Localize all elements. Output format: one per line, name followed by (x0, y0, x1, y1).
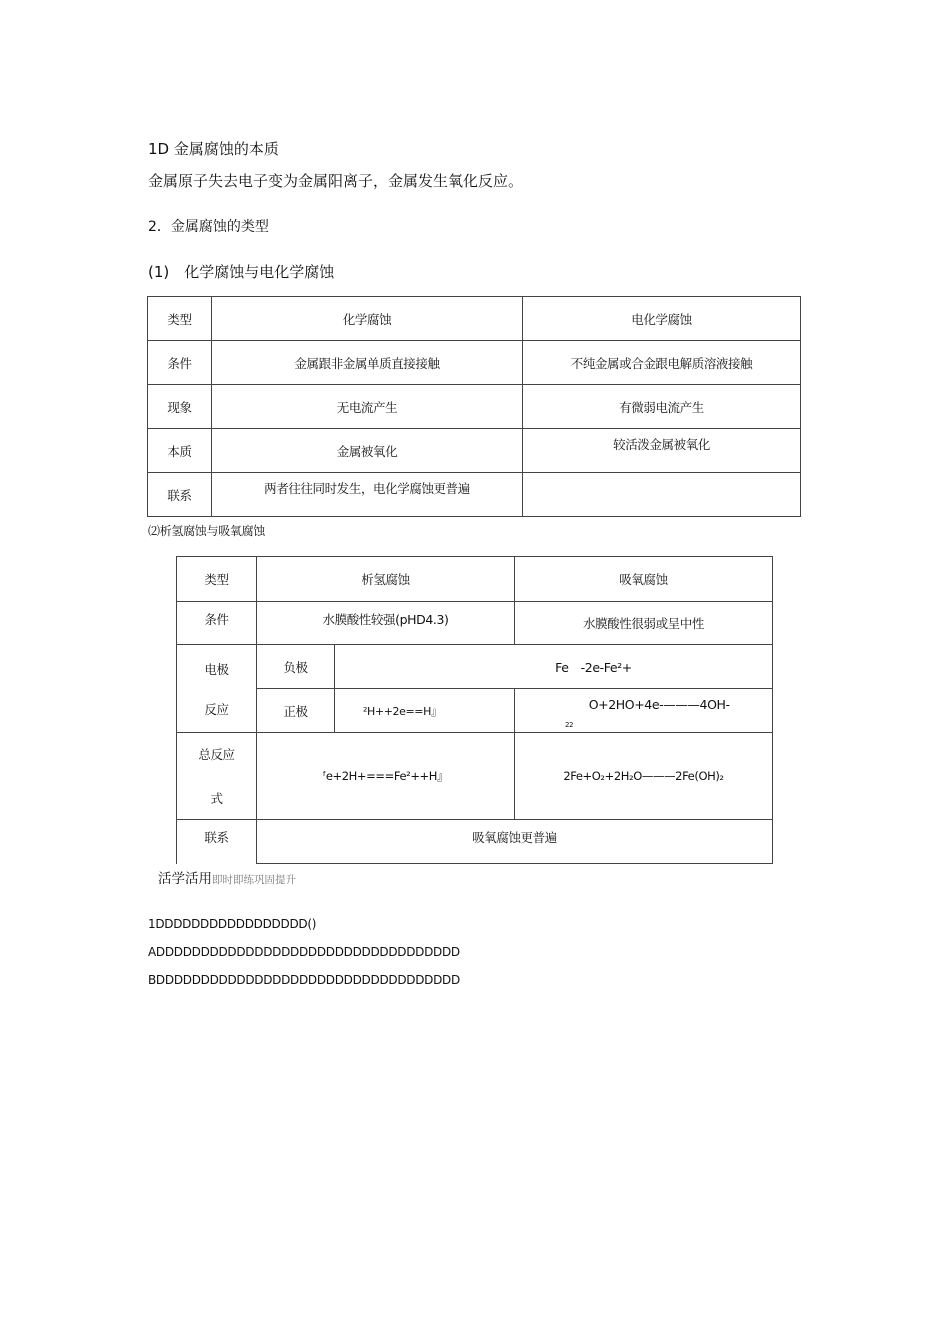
positive-label: 正极 (257, 689, 335, 733)
header-cell: 电化学腐蚀 (523, 297, 801, 341)
table-cell: 水膜酸性较强(pHD4.3) (257, 602, 515, 645)
practice-title: 活学活用 (158, 871, 212, 887)
table-cell: 金属跟非金属单质直接接触 (212, 341, 523, 385)
table-row (148, 385, 801, 429)
header-cell: 析氢腐蚀 (257, 557, 515, 602)
section1-title: 1D 金属腐蚀的本质 (148, 140, 279, 158)
header-cell: 类型 (148, 297, 212, 341)
header-cell: 吸氧腐蚀 (515, 557, 773, 602)
table-row (177, 820, 773, 864)
table-row (148, 429, 801, 473)
row-label: 联系 (148, 473, 212, 517)
positive-equation-h2: ²H++2e==H』 (335, 689, 515, 733)
table-cell: 两者往往同时发生，电化学腐蚀更普遍 (212, 473, 523, 517)
table-row (177, 645, 773, 689)
table-row (177, 733, 773, 820)
table-cell: 无电流产生 (212, 385, 523, 429)
header-cell: 化学腐蚀 (212, 297, 523, 341)
negative-label: 负极 (257, 645, 335, 689)
row-label: 条件 (148, 341, 212, 385)
table1-caption: (1) 化学腐蚀与电化学腐蚀 (148, 263, 335, 281)
row-label: 现象 (148, 385, 212, 429)
table2-caption: ⑵析氢腐蚀与吸氧腐蚀 (148, 524, 266, 538)
row-label (177, 645, 257, 733)
section2-title: 2．金属腐蚀的类型 (148, 219, 269, 235)
option-b: BDDDDDDDDDDDDDDDDDDDDDDDDDDDDDDDDDD (148, 973, 460, 987)
section1-body: 金属原子失去电子变为金属阳离子，金属发生氧化反应。 (148, 172, 524, 190)
row-label: 条件 (177, 602, 257, 645)
practice-heading (158, 867, 296, 887)
table-row (177, 557, 773, 602)
negative-equation: Fe -2e-Fe²+ (335, 645, 773, 689)
table-cell: 水膜酸性很弱或呈中性 (515, 602, 773, 645)
row-label (177, 733, 257, 820)
row-label: 类型 (177, 557, 257, 602)
option-a: ADDDDDDDDDDDDDDDDDDDDDDDDDDDDDDDDDD (148, 945, 460, 959)
corrosion-type-table (147, 296, 801, 517)
total-equation-o2: 2Fe+O₂+2H₂O———2Fe(OH)₂ (515, 733, 773, 820)
table-row (148, 341, 801, 385)
table-row (177, 689, 773, 733)
electrode-label: 电极 (204, 661, 229, 677)
table-cell (523, 473, 801, 517)
row-label: 联系 (177, 820, 257, 864)
table-cell: 不纯金属或合金跟电解质溶液接触 (523, 341, 801, 385)
row-label: 本质 (148, 429, 212, 473)
positive-equation-o2: $_{22}$ O+2HO+4e-———4OH- (515, 689, 773, 733)
table-cell: 较活泼金属被氧化 (523, 429, 801, 473)
table-cell: 有微弱电流产生 (523, 385, 801, 429)
table-cell: 吸氧腐蚀更普遍 (257, 820, 773, 864)
table-row (148, 297, 801, 341)
table-row (177, 602, 773, 645)
formula-label: 式 (210, 791, 223, 806)
hydrogen-oxygen-corrosion-table (176, 556, 773, 864)
total-equation-h2: ᶠe+2H+===Fe²++H』 (257, 733, 515, 820)
table-cell: 金属被氧化 (212, 429, 523, 473)
question-1: 1DDDDDDDDDDDDDDDDD() (148, 917, 317, 931)
table-row (148, 473, 801, 517)
total-label: 总反应 (198, 747, 235, 762)
practice-subtitle: 即时即练巩固提升 (212, 874, 296, 886)
reaction-label: 反应 (204, 701, 229, 717)
